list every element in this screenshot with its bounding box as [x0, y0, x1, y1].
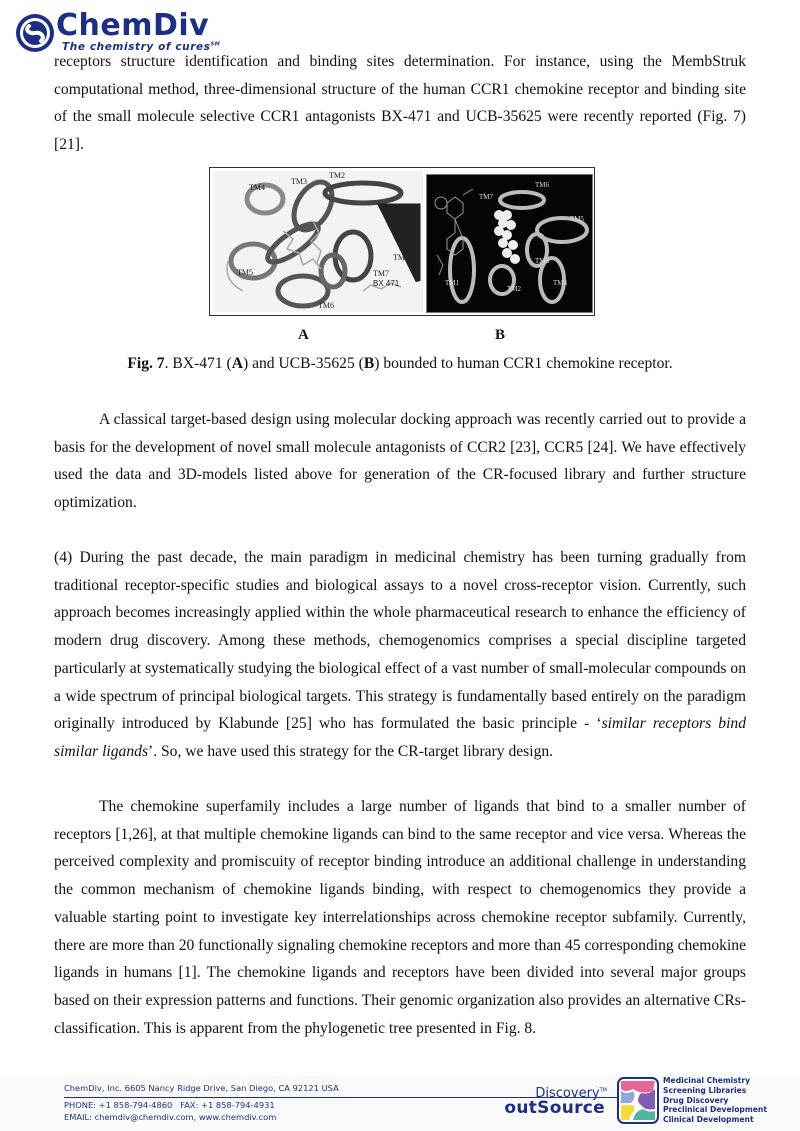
footer-address: ChemDiv, Inc. 6605 Nancy Ridge Drive, San Diego, CA 92121 USA: [64, 1083, 339, 1093]
figure-label-b: B: [495, 327, 506, 343]
figure-panel-a-image: TM4 TM3 TM2 TM1 TM5 TM7 TM6 BX 471: [213, 171, 423, 312]
services-list: Medicinal Chemistry Screening Libraries Drug Discovery Preclinical Development Clinical Development: [663, 1076, 767, 1125]
body-paragraph-1: receptors structure identification and binding sites determination. For instance, using the MembStruk computational method, three-dimensional structure of the human CCR1 chemokine receptor and binding site of the small molecule selective CCR1 antagonists BX-471 and UCB-35625 were recently reported (Fig. 7) [21].: [54, 53, 746, 154]
puzzle-logo-icon: [617, 1077, 659, 1124]
logo-wordmark: ChemDiv: [56, 8, 210, 43]
logo-tagline: The chemistry of cures℠: [62, 41, 221, 53]
bx-471-label: BX 471: [373, 279, 400, 288]
figure-caption: Fig. 7. BX-471 (A) and UCB-35625 (B) bounded to human CCR1 chemokine receptor.: [127, 355, 673, 372]
figure-7: [209, 167, 595, 316]
chemdiv-logo-mark-icon: [16, 14, 54, 52]
footer-email-web: EMAIL: chemdiv@chemdiv.com, www.chemdiv.com: [64, 1112, 277, 1122]
figure-panel-b-image: TM7 TM6 TM5 TM3 TM1 TM2 TM4: [426, 174, 593, 313]
body-paragraph-2: A classical target-based design using molecular docking approach was recently carried out to provide a basis for the development of novel small molecule antagonists of CCR2 [23], CCR5 [24]. We have effectively used the data and 3D-models listed above for generation of the CR-focused library and further structure optimization.: [54, 411, 746, 512]
page-footer: [0, 1076, 800, 1131]
footer-phone-fax: PHONE: +1 858-794-4860 FAX: +1 858-794-4931: [64, 1100, 275, 1110]
body-paragraph-4: The chemokine superfamily includes a large number of ligands that bind to a smaller number of receptors [1,26], at that multiple chemokine ligands can bind to the same receptor and vice versa. Whereas the perceived complexity and promiscuity of receptor binding introduce an additional challenge in understanding the common mechanism of chemokine ligands binding, with respect to chemogenomics they provide a valuable starting point to investigate key interrelationships across chemokine receptor subfamily. Currently, there are more than 20 functionally signaling chemokine receptors and more than 45 corresponding chemokine ligands in humans [1]. The chemokine ligands and receptors have been divided into several major groups based on their expression patterns and functions. Their genomic organization also provides an alternative CRs-classification. This is apparent from the phylogenetic tree presented in Fig. 8.: [54, 798, 746, 1037]
discovery-outsource-logo: Discovery™ outSource: [504, 1086, 607, 1118]
body-paragraph-3: (4) During the past decade, the main paradigm in medicinal chemistry has been turning gradually from traditional receptor-specific studies and biological assays to a novel cross-receptor vision. Currently, such approach becomes increasingly applied within the whole pharmaceutical research to enhance the efficiency of modern drug discovery. Among these methods, chemogenomics comprises a special discipline targeted particularly at systematically studying the biological effect of a vast number of small-molecular compounds on a wide spectrum of principal biological targets. This strategy is fundamentally based entirely on the paradigm originally introduced by Klabunde [25] who has formulated the basic principle - ‘similar receptors bind similar ligands’. So, we have used this strategy for the CR-target library design.: [54, 549, 747, 760]
figure-label-a: A: [298, 327, 309, 343]
